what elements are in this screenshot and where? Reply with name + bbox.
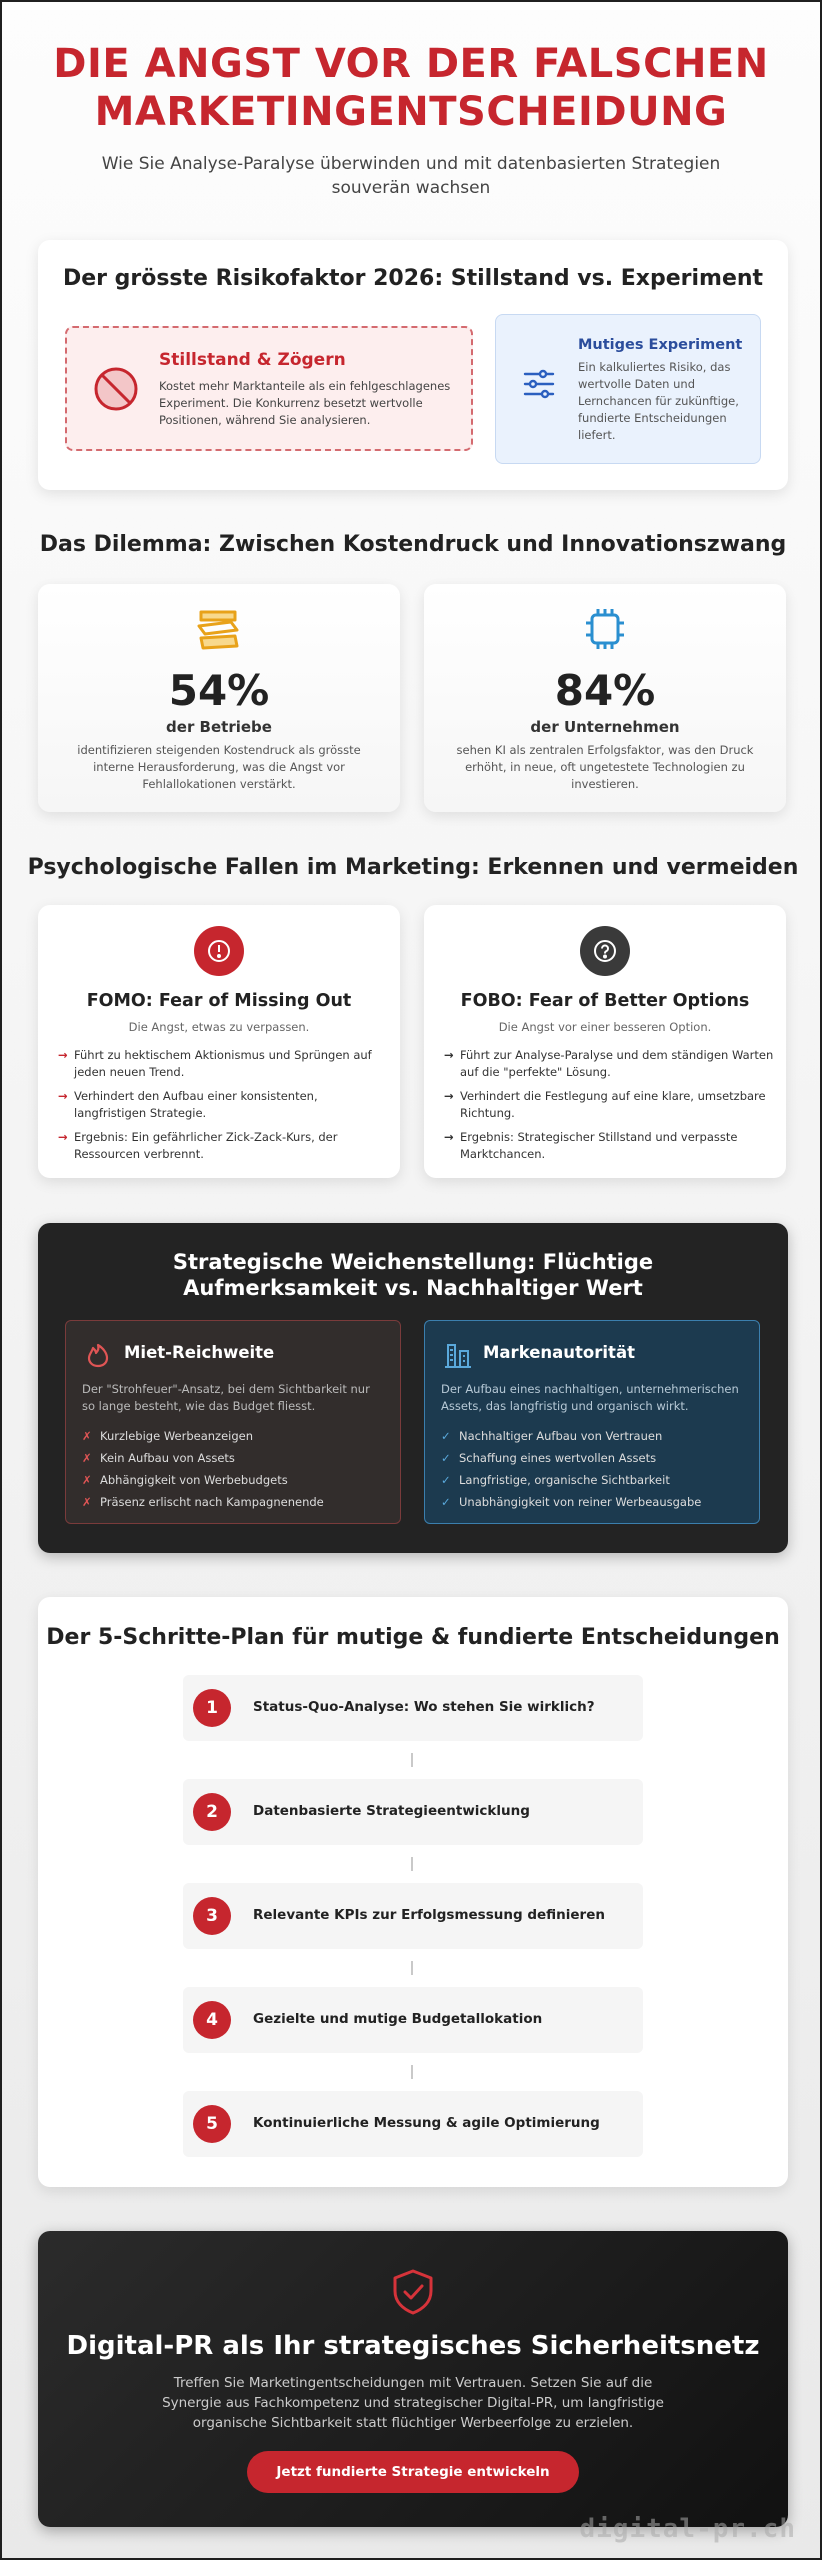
list-item: → Ergebnis: Ein gefährlicher Zick-Zack-Kurs, der Ressourcen verbrennt. xyxy=(58,1130,338,1161)
stat-card-ai xyxy=(424,584,786,812)
arrow-icon: → xyxy=(444,1130,454,1144)
brand-description: Der Aufbau eines nachhaltigen, unternehmerischen Assets, das langfristig und organisch wirkt. xyxy=(441,1382,739,1413)
step-item xyxy=(183,1883,643,1949)
stat-label: der Betriebe xyxy=(166,718,272,736)
sliders-icon xyxy=(522,367,556,405)
strategy-heading: Strategische Weichenstellung: Flüchtige Aufmerksamkeit vs. Nachhaltiger Wert xyxy=(172,1250,654,1300)
list-item: ✗ Abhängigkeit von Werbebudgets xyxy=(82,1469,324,1491)
steps-heading: Der 5-Schritte-Plan für mutige & fundierte Entscheidungen xyxy=(46,1625,780,1650)
rent-list xyxy=(82,1425,324,1513)
step-connector xyxy=(411,1961,413,1975)
page-header xyxy=(2,2,820,200)
check-icon: ✓ xyxy=(441,1473,451,1487)
rent-reach-box xyxy=(65,1320,401,1524)
stat-description: identifizieren steigenden Kostendruck als grösste interne Herausforderung, was die Angst vor Fehlallokationen verstärkt. xyxy=(77,743,361,791)
step-item xyxy=(183,2091,643,2157)
list-item: → Führt zu hektischem Aktionismus und Sprüngen auf jeden neuen Trend. xyxy=(58,1048,372,1079)
risk-heading: Der grösste Risikofaktor 2026: Stillstand vs. Experiment xyxy=(62,266,764,291)
cta-text: Treffen Sie Marketingentscheidungen mit Vertrauen. Setzen Sie auf die Synergie aus Fachkompetenz und strategischer Digital-PR, um langfristige organische Sichtbarkeit statt flüchtiger Werbeerfolge zu erzielen. xyxy=(162,2375,664,2431)
rent-title: Miet-Reichweite xyxy=(124,1343,275,1362)
list-item: → Verhindert den Aufbau einer konsistenten, langfristigen Strategie. xyxy=(58,1089,318,1120)
standstill-box xyxy=(65,326,473,451)
step-number: 4 xyxy=(193,2001,231,2039)
brand-title: Markenautorität xyxy=(483,1343,635,1362)
list-item: ✓ Langfristige, organische Sichtbarkeit xyxy=(441,1469,701,1491)
standstill-text: Kostet mehr Marktanteile als ein fehlgeschlagenes Experiment. Die Konkurrenz besetzt wertvolle Positionen, während Sie analysieren. xyxy=(159,379,451,427)
fobo-subtitle: Die Angst vor einer besseren Option. xyxy=(498,1020,712,1034)
list-item: ✗ Kurzlebige Werbeanzeigen xyxy=(82,1425,324,1447)
stat-card-cost xyxy=(38,584,400,812)
risk-section xyxy=(38,240,788,490)
fomo-list xyxy=(58,1047,388,1170)
fomo-title: FOMO: Fear of Missing Out xyxy=(86,991,352,1011)
steps-section xyxy=(38,1597,788,2187)
step-label: Gezielte und mutige Budgetallokation xyxy=(253,2011,543,2027)
cross-icon: ✗ xyxy=(82,1429,92,1443)
alert-icon xyxy=(194,926,244,976)
watermark: digital-pr.ch xyxy=(579,2514,796,2544)
fobo-title: FOBO: Fear of Better Options xyxy=(460,991,750,1011)
list-item: ✓ Unabhängigkeit von reiner Werbeausgabe xyxy=(441,1491,701,1513)
arrow-icon: → xyxy=(444,1048,454,1062)
cta-button[interactable]: Jetzt fundierte Strategie entwickeln xyxy=(247,2451,579,2493)
check-icon: ✓ xyxy=(441,1429,451,1443)
step-number: 1 xyxy=(193,1689,231,1727)
strategy-section xyxy=(38,1223,788,1553)
money-icon xyxy=(195,606,243,656)
list-item: ✓ Schaffung eines wertvollen Assets xyxy=(441,1447,701,1469)
fire-icon xyxy=(84,1341,112,1373)
standstill-title: Stillstand & Zögern xyxy=(159,350,346,370)
psych-heading: Psychologische Fallen im Marketing: Erkennen und vermeiden xyxy=(27,855,799,880)
list-item: → Führt zur Analyse-Paralyse und dem ständigen Warten auf die "perfekte" Lösung. xyxy=(444,1048,774,1079)
check-icon: ✓ xyxy=(441,1451,451,1465)
dilemma-heading: Das Dilemma: Zwischen Kostendruck und Innovationszwang xyxy=(39,532,787,557)
step-number: 5 xyxy=(193,2105,231,2143)
list-item: ✗ Kein Aufbau von Assets xyxy=(82,1447,324,1469)
cross-icon: ✗ xyxy=(82,1495,92,1509)
page-title: DIE ANGST VOR DER FALSCHEN MARKETINGENTSCHEIDUNG xyxy=(53,41,769,135)
chip-icon xyxy=(581,606,629,656)
step-connector xyxy=(411,1857,413,1871)
step-number: 2 xyxy=(193,1793,231,1831)
list-item: → Verhindert die Festlegung auf eine klare, umsetzbare Richtung. xyxy=(444,1089,766,1120)
prohibited-icon xyxy=(93,366,139,416)
fomo-subtitle: Die Angst, etwas zu verpassen. xyxy=(128,1020,310,1034)
experiment-box xyxy=(495,314,761,464)
question-icon xyxy=(580,926,630,976)
cta-section xyxy=(38,2231,788,2527)
check-icon: ✓ xyxy=(441,1495,451,1509)
experiment-title: Mutiges Experiment xyxy=(578,337,743,353)
step-label: Datenbasierte Strategieentwicklung xyxy=(253,1803,530,1819)
step-label: Status-Quo-Analyse: Wo stehen Sie wirklich? xyxy=(253,1699,595,1715)
step-item xyxy=(183,1675,643,1741)
list-item: → Ergebnis: Strategischer Stillstand und verpasste Marktchancen. xyxy=(444,1130,738,1161)
stat-description: sehen KI als zentralen Erfolgsfaktor, was den Druck erhöht, in neue, oft ungetestete Technologien zu investieren. xyxy=(456,743,754,791)
step-label: Relevante KPIs zur Erfolgsmessung definieren xyxy=(253,1907,605,1923)
brand-list xyxy=(441,1425,701,1513)
stat-value: 84% xyxy=(554,666,656,715)
arrow-icon: → xyxy=(444,1089,454,1103)
fomo-card xyxy=(38,905,400,1178)
page-subtitle: Wie Sie Analyse-Paralyse überwinden und mit datenbasierten Strategien souverän wachsen xyxy=(101,154,721,198)
step-item xyxy=(183,1779,643,1845)
cross-icon: ✗ xyxy=(82,1451,92,1465)
shield-check-icon xyxy=(388,2267,438,2321)
step-number: 3 xyxy=(193,1897,231,1935)
building-icon xyxy=(443,1341,473,1373)
step-item xyxy=(183,1987,643,2053)
cross-icon: ✗ xyxy=(82,1473,92,1487)
stat-value: 54% xyxy=(168,666,270,715)
stat-label: der Unternehmen xyxy=(530,718,680,736)
experiment-text: Ein kalkuliertes Risiko, das wertvolle Daten und Lernchancen für zukünftige, fundierte Entscheidungen liefert. xyxy=(578,360,739,442)
rent-description: Der "Strohfeuer"-Ansatz, bei dem Sichtbarkeit nur so lange besteht, wie das Budget fliesst. xyxy=(82,1382,370,1413)
list-item: ✗ Präsenz erlischt nach Kampagnenende xyxy=(82,1491,324,1513)
list-item: ✓ Nachhaltiger Aufbau von Vertrauen xyxy=(441,1425,701,1447)
step-connector xyxy=(411,1753,413,1767)
arrow-icon: → xyxy=(58,1048,68,1062)
step-label: Kontinuierliche Messung & agile Optimierung xyxy=(253,2115,600,2131)
step-connector xyxy=(411,2065,413,2079)
cta-title: Digital-PR als Ihr strategisches Sicherheitsnetz xyxy=(66,2331,760,2361)
arrow-icon: → xyxy=(58,1089,68,1103)
fobo-card xyxy=(424,905,786,1178)
brand-authority-box xyxy=(424,1320,760,1524)
fobo-list xyxy=(444,1047,774,1170)
arrow-icon: → xyxy=(58,1130,68,1144)
